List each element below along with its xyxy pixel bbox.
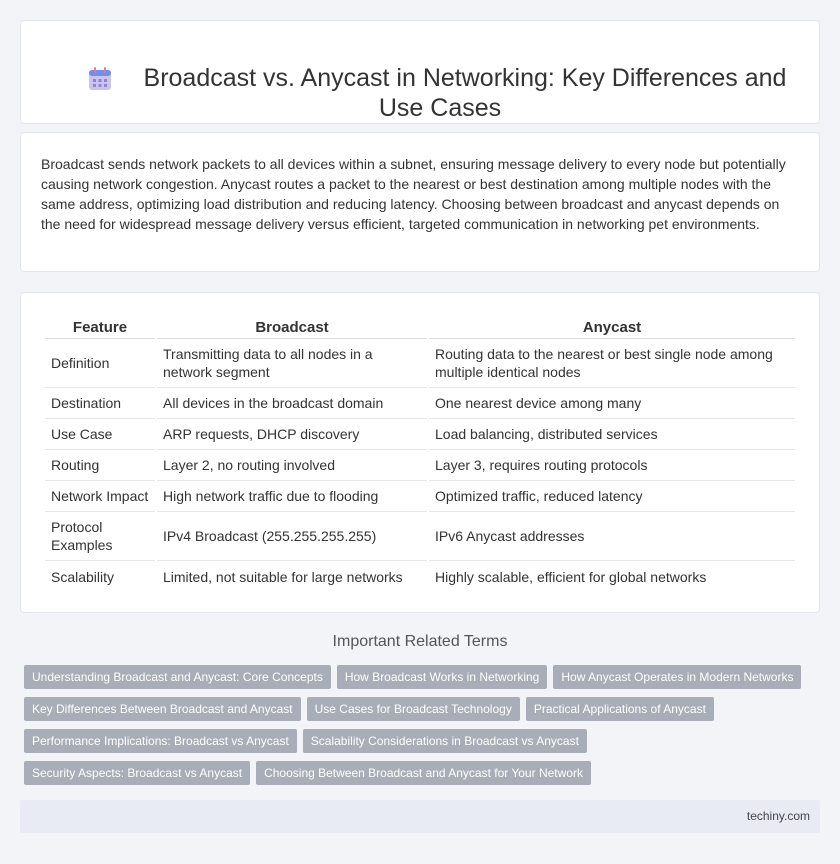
table-row <box>45 512 795 561</box>
related-term-tag[interactable]: Understanding Broadcast and Anycast: Core Concepts <box>24 665 331 689</box>
broadcast-cell: High network traffic due to flooding <box>157 481 427 512</box>
anycast-cell: One nearest device among many <box>429 388 795 419</box>
page-title: Broadcast vs. Anycast in Networking: Key Differences and Use Cases <box>143 64 787 122</box>
anycast-cell: Load balancing, distributed services <box>429 419 795 450</box>
table-row <box>45 339 795 388</box>
related-terms-list <box>24 665 814 793</box>
related-term-tag[interactable]: Use Cases for Broadcast Technology <box>307 697 520 721</box>
related-term-tag[interactable]: Choosing Between Broadcast and Anycast for Your Network <box>256 761 591 785</box>
feature-cell: Protocol Examples <box>45 512 155 561</box>
column-header: Feature <box>45 315 155 339</box>
intro-card <box>20 132 820 272</box>
anycast-cell: Highly scalable, efficient for global networks <box>435 569 707 585</box>
table-row <box>45 561 795 593</box>
broadcast-cell: ARP requests, DHCP discovery <box>157 419 427 450</box>
table-row <box>45 388 795 419</box>
anycast-cell: IPv6 Anycast addresses <box>429 512 795 561</box>
comparison-table-card <box>20 292 820 613</box>
related-term-tag[interactable]: How Broadcast Works in Networking <box>337 665 548 689</box>
related-terms-heading: Important Related Terms <box>332 633 508 650</box>
related-term-tag[interactable]: Key Differences Between Broadcast and Anycast <box>24 697 301 721</box>
feature-cell: Scalability <box>51 569 115 585</box>
feature-cell: Destination <box>45 388 155 419</box>
feature-cell: Network Impact <box>45 481 155 512</box>
broadcast-cell: Limited, not suitable for large networks <box>163 569 403 585</box>
related-term-tag[interactable]: Practical Applications of Anycast <box>526 697 714 721</box>
related-term-tag[interactable]: Performance Implications: Broadcast vs Anycast <box>24 729 297 753</box>
table-row <box>45 450 795 481</box>
comparison-table <box>43 315 797 593</box>
related-term-tag[interactable]: How Anycast Operates in Modern Networks <box>553 665 801 689</box>
broadcast-cell: IPv4 Broadcast (255.255.255.255) <box>157 512 427 561</box>
anycast-cell: Layer 3, requires routing protocols <box>429 450 795 481</box>
footer-brand[interactable]: techiny.com <box>746 809 810 823</box>
table-row <box>45 481 795 512</box>
title-card <box>20 20 820 124</box>
feature-cell: Definition <box>45 339 155 388</box>
related-term-tag[interactable]: Security Aspects: Broadcast vs Anycast <box>24 761 250 785</box>
column-header: Broadcast <box>157 315 427 339</box>
feature-cell: Use Case <box>45 419 155 450</box>
feature-cell: Routing <box>45 450 155 481</box>
broadcast-cell: Layer 2, no routing involved <box>157 450 427 481</box>
table-header-row <box>45 315 795 339</box>
broadcast-cell: Transmitting data to all nodes in a network segment <box>157 339 427 388</box>
anycast-cell: Optimized traffic, reduced latency <box>429 481 795 512</box>
footer <box>20 800 820 833</box>
anycast-cell: Routing data to the nearest or best single node among multiple identical nodes <box>429 339 795 388</box>
broadcast-cell: All devices in the broadcast domain <box>157 388 427 419</box>
intro-paragraph: Broadcast sends network packets to all devices within a subnet, ensuring message delivery to every node but potentially causing network congestion. Anycast routes a packet to the nearest or best destination among multiple nodes with the same address, optimizing load distribution and reducing latency. Choosing between broadcast and anycast depends on the need for widespread message delivery versus efficient, targeted communication in networking pet environments. <box>41 156 786 232</box>
table-row <box>45 419 795 450</box>
column-header: Anycast <box>429 315 795 339</box>
related-term-tag[interactable]: Scalability Considerations in Broadcast vs Anycast <box>303 729 587 753</box>
